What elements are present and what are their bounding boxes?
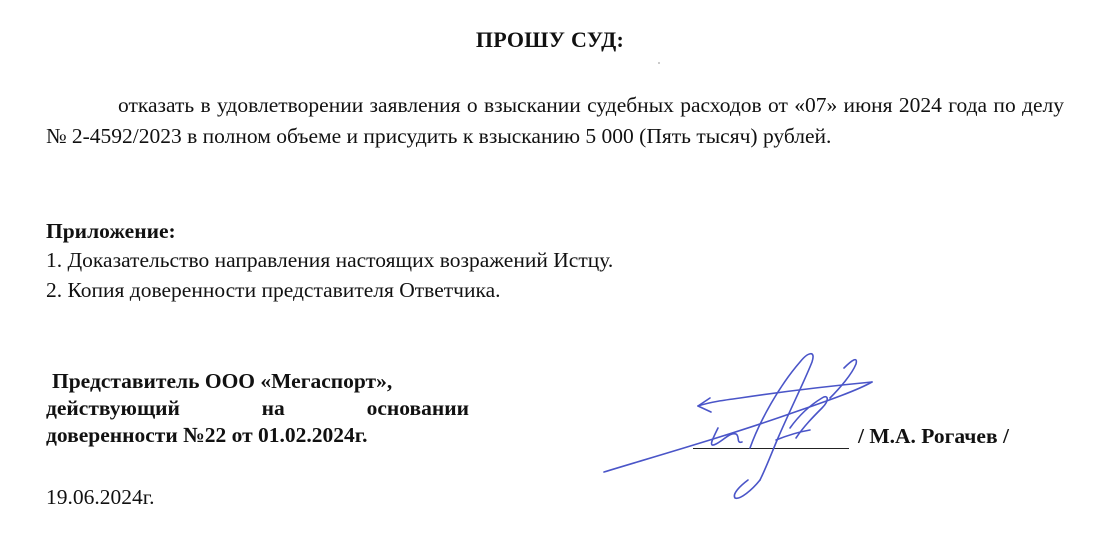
representative-word-1: действующий [46,396,180,420]
attachments-list [46,245,613,305]
request-heading: ПРОШУ СУД: [475,27,625,52]
representative-line-2 [46,395,469,422]
signer-name: / М.А. Рогачев / [858,424,1009,448]
document-date: 19.06.2024г. [46,485,155,509]
attachment-item-1: 1. Доказательство направления настоящих возражений Истцу. [46,248,614,272]
representative-line-1: Представитель ООО «Мегаспорт», [52,369,393,393]
request-paragraph: отказать в удовлетворении заявления о взыскании судебных расходов от «07» июня 2024 года по делу № 2-4592/2023 в полном объеме и присудить к взысканию 5 000 (Пять тысяч) рублей. [46,93,1064,148]
representative-line-3: доверенности №22 от 01.02.2024г. [46,423,368,447]
attachments-title: Приложение: [46,219,176,243]
representative-word-2: на [261,396,285,420]
scan-speck [658,62,660,64]
attachment-item-2: 2. Копия доверенности представителя Ответчика. [46,278,501,302]
representative-block [46,368,469,449]
handwritten-signature [590,340,890,515]
representative-word-3: основании [366,396,469,420]
